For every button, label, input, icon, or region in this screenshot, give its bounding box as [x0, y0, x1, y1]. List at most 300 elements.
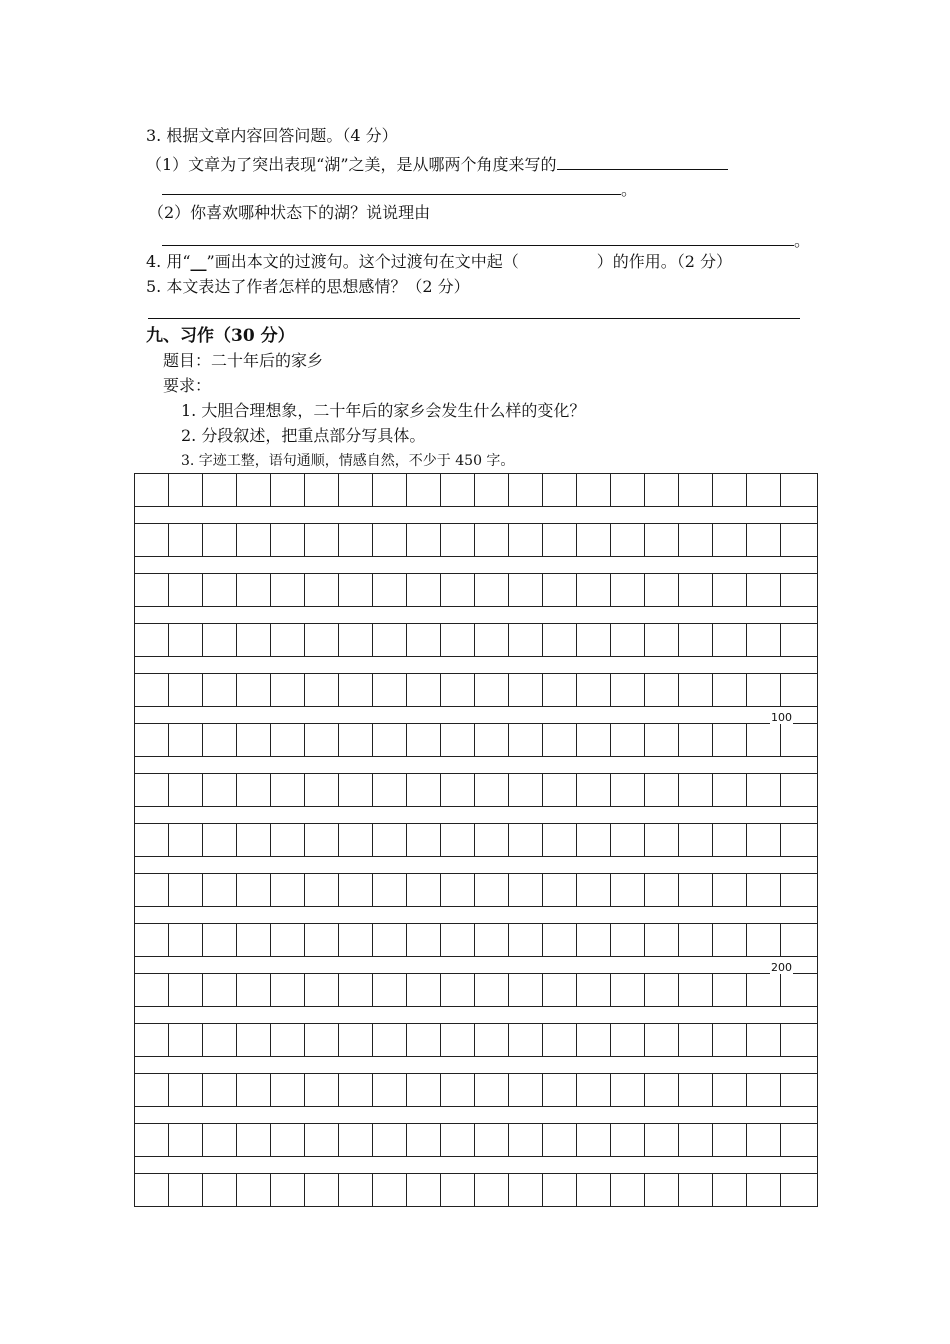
grid-cell[interactable]: [237, 724, 271, 756]
grid-cell[interactable]: [135, 574, 169, 606]
grid-cell[interactable]: [713, 574, 747, 606]
grid-cell[interactable]: [679, 674, 713, 706]
grid-cell[interactable]: [747, 724, 781, 756]
grid-cell[interactable]: [305, 924, 339, 956]
grid-cell[interactable]: [203, 924, 237, 956]
grid-cell[interactable]: [475, 774, 509, 806]
grid-cell[interactable]: [339, 874, 373, 906]
grid-cell[interactable]: [271, 1124, 305, 1156]
grid-cell[interactable]: [407, 824, 441, 856]
grid-cell[interactable]: [441, 1124, 475, 1156]
grid-cell[interactable]: [237, 924, 271, 956]
grid-cell[interactable]: [339, 674, 373, 706]
grid-cell[interactable]: [237, 1174, 271, 1206]
grid-cell[interactable]: [441, 924, 475, 956]
grid-cell[interactable]: [407, 924, 441, 956]
grid-cell[interactable]: [577, 1124, 611, 1156]
grid-cell[interactable]: [781, 1024, 815, 1056]
grid-cell[interactable]: [509, 474, 543, 506]
grid-cell[interactable]: [407, 774, 441, 806]
grid-cell[interactable]: [679, 774, 713, 806]
grid-cell[interactable]: [339, 724, 373, 756]
grid-cell[interactable]: [713, 774, 747, 806]
grid-cell[interactable]: [713, 624, 747, 656]
grid-cell[interactable]: [237, 474, 271, 506]
grid-cell[interactable]: [169, 974, 203, 1006]
grid-cell[interactable]: [577, 824, 611, 856]
grid-cell[interactable]: [713, 974, 747, 1006]
grid-cell[interactable]: [543, 624, 577, 656]
grid-cell[interactable]: [475, 574, 509, 606]
grid-cell[interactable]: [135, 924, 169, 956]
grid-cell[interactable]: [407, 874, 441, 906]
grid-cell[interactable]: [509, 1074, 543, 1106]
grid-cell[interactable]: [169, 924, 203, 956]
grid-cell[interactable]: [441, 1024, 475, 1056]
grid-cell[interactable]: [135, 1174, 169, 1206]
grid-cell[interactable]: [169, 624, 203, 656]
grid-cell[interactable]: [271, 774, 305, 806]
grid-cell[interactable]: [645, 524, 679, 556]
grid-cell[interactable]: [373, 1124, 407, 1156]
grid-cell[interactable]: [611, 924, 645, 956]
grid-cell[interactable]: [747, 924, 781, 956]
grid-cell[interactable]: [543, 874, 577, 906]
grid-cell[interactable]: [475, 824, 509, 856]
grid-cell[interactable]: [781, 1074, 815, 1106]
grid-cell[interactable]: [475, 474, 509, 506]
grid-cell[interactable]: [645, 924, 679, 956]
grid-cell[interactable]: [645, 1124, 679, 1156]
grid-cell[interactable]: [203, 874, 237, 906]
grid-cell[interactable]: [543, 1174, 577, 1206]
grid-cell[interactable]: [339, 824, 373, 856]
grid-cell[interactable]: [747, 874, 781, 906]
grid-cell[interactable]: [373, 624, 407, 656]
grid-cell[interactable]: [135, 824, 169, 856]
grid-cell[interactable]: [339, 1024, 373, 1056]
grid-cell[interactable]: [169, 774, 203, 806]
grid-cell[interactable]: [543, 1074, 577, 1106]
grid-cell[interactable]: [373, 1074, 407, 1106]
grid-cell[interactable]: [781, 974, 815, 1006]
grid-cell[interactable]: [475, 1124, 509, 1156]
grid-cell[interactable]: [747, 474, 781, 506]
grid-cell[interactable]: [305, 524, 339, 556]
grid-cell[interactable]: [577, 974, 611, 1006]
grid-cell[interactable]: [509, 974, 543, 1006]
grid-cell[interactable]: [475, 924, 509, 956]
grid-cell[interactable]: [679, 574, 713, 606]
grid-cell[interactable]: [781, 574, 815, 606]
grid-cell[interactable]: [203, 574, 237, 606]
grid-cell[interactable]: [543, 574, 577, 606]
grid-cell[interactable]: [373, 474, 407, 506]
grid-cell[interactable]: [169, 674, 203, 706]
grid-cell[interactable]: [169, 1074, 203, 1106]
grid-cell[interactable]: [169, 574, 203, 606]
grid-cell[interactable]: [645, 574, 679, 606]
grid-cell[interactable]: [407, 474, 441, 506]
grid-cell[interactable]: [509, 1124, 543, 1156]
grid-cell[interactable]: [475, 674, 509, 706]
grid-cell[interactable]: [475, 1024, 509, 1056]
grid-cell[interactable]: [237, 524, 271, 556]
grid-cell[interactable]: [441, 1074, 475, 1106]
grid-cell[interactable]: [611, 1174, 645, 1206]
grid-cell[interactable]: [509, 724, 543, 756]
grid-cell[interactable]: [441, 524, 475, 556]
grid-cell[interactable]: [169, 524, 203, 556]
grid-cell[interactable]: [747, 674, 781, 706]
grid-cell[interactable]: [509, 874, 543, 906]
grid-cell[interactable]: [781, 674, 815, 706]
grid-cell[interactable]: [543, 724, 577, 756]
grid-cell[interactable]: [441, 774, 475, 806]
grid-cell[interactable]: [781, 724, 815, 756]
grid-cell[interactable]: [475, 524, 509, 556]
grid-cell[interactable]: [611, 624, 645, 656]
grid-cell[interactable]: [305, 1024, 339, 1056]
grid-cell[interactable]: [271, 674, 305, 706]
grid-cell[interactable]: [713, 824, 747, 856]
grid-cell[interactable]: [203, 1074, 237, 1106]
grid-cell[interactable]: [645, 1024, 679, 1056]
grid-cell[interactable]: [645, 1174, 679, 1206]
grid-cell[interactable]: [645, 824, 679, 856]
grid-cell[interactable]: [407, 574, 441, 606]
grid-cell[interactable]: [509, 524, 543, 556]
grid-cell[interactable]: [679, 624, 713, 656]
grid-cell[interactable]: [237, 824, 271, 856]
grid-cell[interactable]: [441, 624, 475, 656]
grid-cell[interactable]: [611, 974, 645, 1006]
grid-cell[interactable]: [645, 624, 679, 656]
grid-cell[interactable]: [169, 724, 203, 756]
grid-cell[interactable]: [135, 1024, 169, 1056]
grid-cell[interactable]: [237, 1124, 271, 1156]
grid-cell[interactable]: [679, 474, 713, 506]
grid-cell[interactable]: [441, 574, 475, 606]
grid-cell[interactable]: [611, 824, 645, 856]
grid-cell[interactable]: [135, 874, 169, 906]
grid-cell[interactable]: [407, 1074, 441, 1106]
grid-cell[interactable]: [679, 874, 713, 906]
grid-cell[interactable]: [305, 1074, 339, 1106]
grid-cell[interactable]: [509, 624, 543, 656]
grid-cell[interactable]: [373, 974, 407, 1006]
grid-cell[interactable]: [135, 474, 169, 506]
grid-cell[interactable]: [543, 1124, 577, 1156]
grid-cell[interactable]: [339, 574, 373, 606]
grid-cell[interactable]: [373, 574, 407, 606]
grid-cell[interactable]: [475, 874, 509, 906]
grid-cell[interactable]: [509, 924, 543, 956]
grid-cell[interactable]: [645, 774, 679, 806]
grid-cell[interactable]: [611, 1124, 645, 1156]
grid-cell[interactable]: [509, 674, 543, 706]
grid-cell[interactable]: [305, 574, 339, 606]
grid-cell[interactable]: [305, 624, 339, 656]
grid-cell[interactable]: [441, 824, 475, 856]
writing-grid[interactable]: [134, 473, 818, 1207]
grid-cell[interactable]: [509, 574, 543, 606]
grid-cell[interactable]: [407, 1124, 441, 1156]
grid-cell[interactable]: [713, 1024, 747, 1056]
grid-cell[interactable]: [713, 924, 747, 956]
grid-cell[interactable]: [509, 774, 543, 806]
grid-cell[interactable]: [679, 1024, 713, 1056]
grid-cell[interactable]: [237, 674, 271, 706]
grid-cell[interactable]: [305, 724, 339, 756]
grid-cell[interactable]: [577, 574, 611, 606]
grid-cell[interactable]: [679, 1074, 713, 1106]
grid-cell[interactable]: [781, 824, 815, 856]
grid-cell[interactable]: [373, 874, 407, 906]
grid-cell[interactable]: [747, 1124, 781, 1156]
grid-cell[interactable]: [611, 724, 645, 756]
grid-cell[interactable]: [203, 1124, 237, 1156]
grid-cell[interactable]: [339, 774, 373, 806]
grid-cell[interactable]: [645, 974, 679, 1006]
grid-cell[interactable]: [237, 1074, 271, 1106]
grid-cell[interactable]: [577, 774, 611, 806]
grid-cell[interactable]: [441, 474, 475, 506]
grid-cell[interactable]: [475, 624, 509, 656]
grid-cell[interactable]: [271, 524, 305, 556]
grid-cell[interactable]: [781, 874, 815, 906]
grid-cell[interactable]: [475, 724, 509, 756]
grid-cell[interactable]: [543, 774, 577, 806]
grid-cell[interactable]: [679, 824, 713, 856]
grid-cell[interactable]: [781, 1174, 815, 1206]
grid-cell[interactable]: [679, 724, 713, 756]
grid-cell[interactable]: [611, 874, 645, 906]
grid-cell[interactable]: [577, 1174, 611, 1206]
grid-cell[interactable]: [305, 674, 339, 706]
grid-cell[interactable]: [543, 1024, 577, 1056]
grid-cell[interactable]: [407, 674, 441, 706]
grid-cell[interactable]: [747, 1024, 781, 1056]
grid-cell[interactable]: [645, 1074, 679, 1106]
grid-cell[interactable]: [373, 774, 407, 806]
grid-cell[interactable]: [203, 724, 237, 756]
grid-cell[interactable]: [679, 974, 713, 1006]
grid-cell[interactable]: [713, 674, 747, 706]
grid-cell[interactable]: [339, 974, 373, 1006]
grid-cell[interactable]: [543, 524, 577, 556]
grid-cell[interactable]: [747, 524, 781, 556]
grid-cell[interactable]: [237, 624, 271, 656]
grid-cell[interactable]: [135, 974, 169, 1006]
grid-cell[interactable]: [747, 1174, 781, 1206]
grid-cell[interactable]: [543, 924, 577, 956]
grid-cell[interactable]: [543, 474, 577, 506]
grid-cell[interactable]: [135, 674, 169, 706]
grid-cell[interactable]: [203, 624, 237, 656]
grid-cell[interactable]: [271, 1024, 305, 1056]
grid-cell[interactable]: [339, 924, 373, 956]
grid-cell[interactable]: [339, 524, 373, 556]
grid-cell[interactable]: [271, 824, 305, 856]
grid-cell[interactable]: [441, 874, 475, 906]
grid-cell[interactable]: [203, 974, 237, 1006]
grid-cell[interactable]: [305, 874, 339, 906]
grid-cell[interactable]: [441, 974, 475, 1006]
grid-cell[interactable]: [509, 1174, 543, 1206]
grid-cell[interactable]: [135, 1074, 169, 1106]
grid-cell[interactable]: [747, 1074, 781, 1106]
grid-cell[interactable]: [203, 674, 237, 706]
grid-cell[interactable]: [237, 774, 271, 806]
grid-cell[interactable]: [271, 924, 305, 956]
grid-cell[interactable]: [577, 474, 611, 506]
grid-cell[interactable]: [169, 1174, 203, 1206]
grid-cell[interactable]: [305, 474, 339, 506]
grid-cell[interactable]: [645, 724, 679, 756]
grid-cell[interactable]: [577, 1074, 611, 1106]
grid-cell[interactable]: [169, 824, 203, 856]
grid-cell[interactable]: [543, 824, 577, 856]
grid-cell[interactable]: [271, 874, 305, 906]
grid-cell[interactable]: [577, 524, 611, 556]
grid-cell[interactable]: [271, 1174, 305, 1206]
grid-cell[interactable]: [271, 974, 305, 1006]
grid-cell[interactable]: [747, 574, 781, 606]
grid-cell[interactable]: [475, 974, 509, 1006]
grid-cell[interactable]: [475, 1074, 509, 1106]
grid-cell[interactable]: [271, 474, 305, 506]
grid-cell[interactable]: [679, 1174, 713, 1206]
answer-blank[interactable]: [557, 153, 728, 170]
grid-cell[interactable]: [203, 474, 237, 506]
grid-cell[interactable]: [339, 1074, 373, 1106]
grid-cell[interactable]: [203, 524, 237, 556]
grid-cell[interactable]: [781, 474, 815, 506]
grid-cell[interactable]: [747, 624, 781, 656]
grid-cell[interactable]: [407, 974, 441, 1006]
grid-cell[interactable]: [373, 674, 407, 706]
grid-cell[interactable]: [203, 1174, 237, 1206]
grid-cell[interactable]: [305, 974, 339, 1006]
grid-cell[interactable]: [407, 1024, 441, 1056]
grid-cell[interactable]: [271, 1074, 305, 1106]
grid-cell[interactable]: [305, 824, 339, 856]
grid-cell[interactable]: [169, 474, 203, 506]
answer-blank[interactable]: [162, 229, 794, 246]
grid-cell[interactable]: [781, 924, 815, 956]
grid-cell[interactable]: [135, 624, 169, 656]
grid-cell[interactable]: [781, 524, 815, 556]
grid-cell[interactable]: [373, 924, 407, 956]
grid-cell[interactable]: [611, 1074, 645, 1106]
grid-cell[interactable]: [645, 474, 679, 506]
grid-cell[interactable]: [577, 674, 611, 706]
grid-cell[interactable]: [271, 724, 305, 756]
grid-cell[interactable]: [135, 524, 169, 556]
grid-cell[interactable]: [645, 674, 679, 706]
grid-cell[interactable]: [713, 874, 747, 906]
grid-cell[interactable]: [373, 524, 407, 556]
answer-blank[interactable]: [162, 178, 621, 195]
grid-cell[interactable]: [407, 624, 441, 656]
grid-cell[interactable]: [543, 674, 577, 706]
grid-cell[interactable]: [237, 574, 271, 606]
grid-cell[interactable]: [339, 474, 373, 506]
grid-cell[interactable]: [339, 1174, 373, 1206]
grid-cell[interactable]: [509, 824, 543, 856]
grid-cell[interactable]: [781, 624, 815, 656]
grid-cell[interactable]: [339, 624, 373, 656]
grid-cell[interactable]: [373, 1174, 407, 1206]
grid-cell[interactable]: [611, 524, 645, 556]
grid-cell[interactable]: [577, 1024, 611, 1056]
grid-cell[interactable]: [747, 974, 781, 1006]
grid-cell[interactable]: [781, 1124, 815, 1156]
grid-cell[interactable]: [611, 574, 645, 606]
grid-cell[interactable]: [747, 824, 781, 856]
grid-cell[interactable]: [305, 1124, 339, 1156]
grid-cell[interactable]: [679, 1124, 713, 1156]
grid-cell[interactable]: [713, 524, 747, 556]
grid-cell[interactable]: [611, 474, 645, 506]
grid-cell[interactable]: [237, 974, 271, 1006]
grid-cell[interactable]: [713, 1074, 747, 1106]
grid-cell[interactable]: [169, 1124, 203, 1156]
grid-cell[interactable]: [679, 524, 713, 556]
grid-cell[interactable]: [203, 774, 237, 806]
grid-cell[interactable]: [713, 724, 747, 756]
grid-cell[interactable]: [543, 974, 577, 1006]
grid-cell[interactable]: [577, 724, 611, 756]
grid-cell[interactable]: [611, 774, 645, 806]
grid-cell[interactable]: [441, 724, 475, 756]
grid-cell[interactable]: [169, 1024, 203, 1056]
grid-cell[interactable]: [441, 1174, 475, 1206]
grid-cell[interactable]: [747, 774, 781, 806]
grid-cell[interactable]: [237, 874, 271, 906]
grid-cell[interactable]: [407, 1174, 441, 1206]
grid-cell[interactable]: [373, 824, 407, 856]
grid-cell[interactable]: [135, 774, 169, 806]
grid-cell[interactable]: [271, 574, 305, 606]
grid-cell[interactable]: [679, 924, 713, 956]
grid-cell[interactable]: [373, 724, 407, 756]
answer-line[interactable]: [148, 318, 800, 319]
grid-cell[interactable]: [407, 724, 441, 756]
grid-cell[interactable]: [305, 774, 339, 806]
grid-cell[interactable]: [169, 874, 203, 906]
grid-cell[interactable]: [339, 1124, 373, 1156]
grid-cell[interactable]: [611, 1024, 645, 1056]
grid-cell[interactable]: [305, 1174, 339, 1206]
grid-cell[interactable]: [781, 774, 815, 806]
grid-cell[interactable]: [509, 1024, 543, 1056]
grid-cell[interactable]: [713, 474, 747, 506]
grid-cell[interactable]: [441, 674, 475, 706]
grid-cell[interactable]: [135, 1124, 169, 1156]
grid-cell[interactable]: [237, 1024, 271, 1056]
grid-cell[interactable]: [713, 1124, 747, 1156]
grid-cell[interactable]: [203, 1024, 237, 1056]
grid-cell[interactable]: [577, 924, 611, 956]
grid-cell[interactable]: [713, 1174, 747, 1206]
grid-cell[interactable]: [135, 724, 169, 756]
grid-cell[interactable]: [407, 524, 441, 556]
grid-cell[interactable]: [611, 674, 645, 706]
grid-cell[interactable]: [373, 1024, 407, 1056]
grid-cell[interactable]: [203, 824, 237, 856]
